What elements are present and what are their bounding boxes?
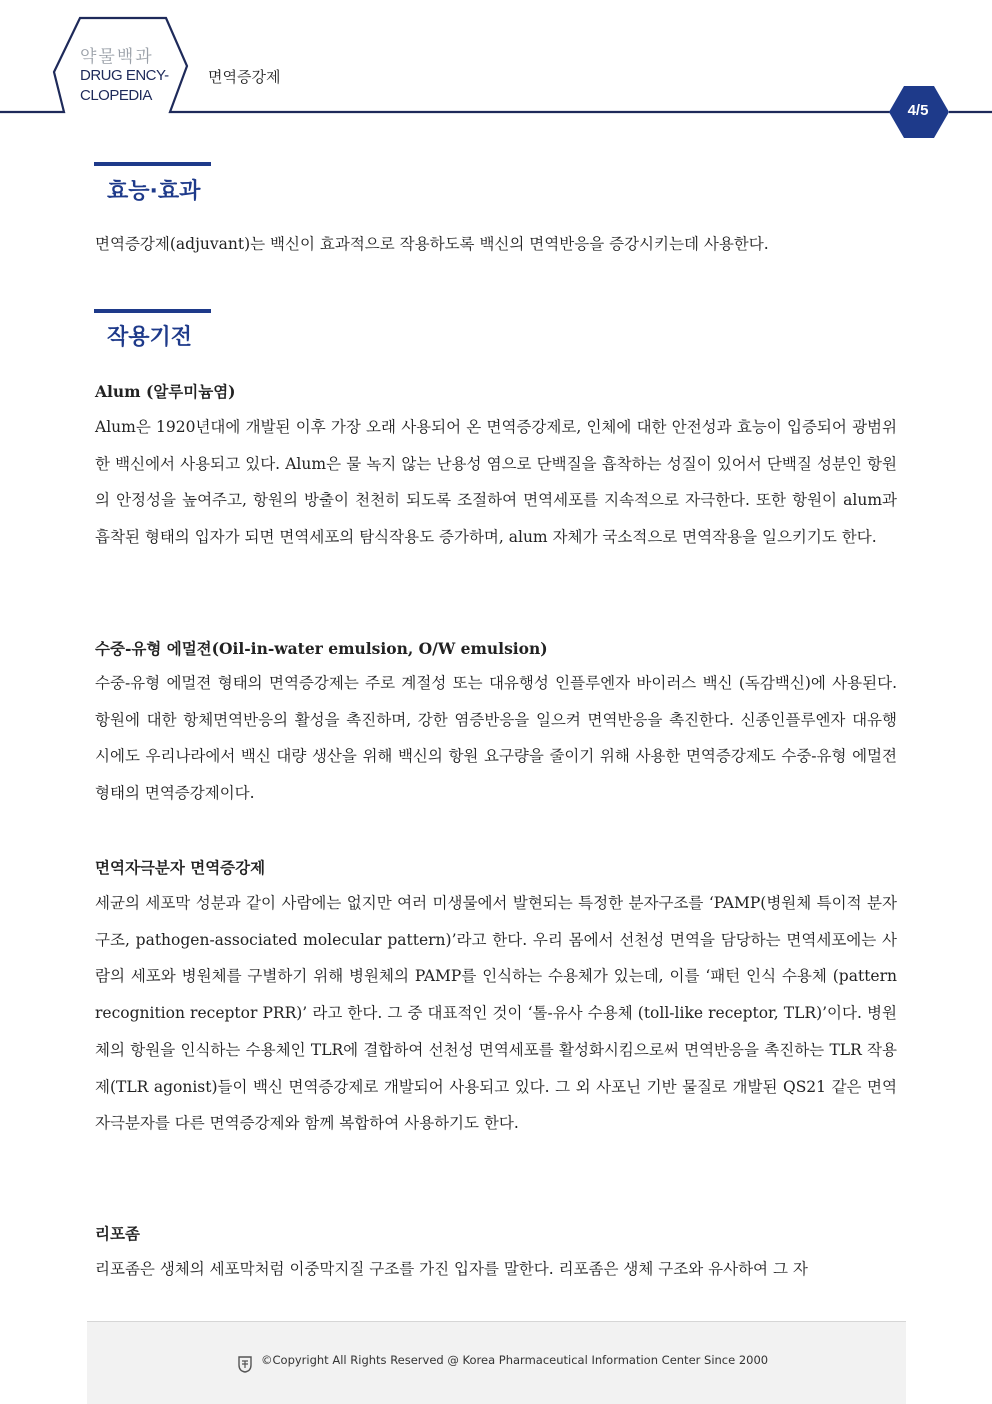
immunostimulant-paragraph: 세균의 세포막 성분과 같이 사람에는 없지만 여러 미생물에서 발현되는 특정한 분자구조를 ‘PAMP(병원체 특이적 분자구조, pathogen-associated molecular pattern)’라고 한다. 우리 몸에서 선천성 면역을 담당하는 면역세포에는 사람의 세포와 병원체를 구별하기 위해 병원체의 PAMP를 인식하는 수용체가 있는데, 이를 ‘패턴 인식 수용체 (pattern recognition receptor PRR)’ 라고 한다. 그 중 대표적인 것이 ‘톨-유사 수용체 (toll-like receptor, TLR)’이다. 병원체의 항원을 인식하는 수용체인 TLR에 결합하여 선천성 면역세포를 활성화시킴으로써 면역반응을 촉진하는 TLR 작용제(TLR agonist)들이 백신 면역증강제로 개발되어 사용되고 있다. 그 외 사포닌 기반 물질로 개발된 QS21 같은 면역자극분자를 다른 면역증강제와 함께 복합하여 사용하기도 한다. — [95, 894, 897, 1133]
subheading-immunostimulant: 면역자극분자 면역증강제 — [95, 858, 266, 877]
page-footer — [87, 1321, 906, 1404]
subheading-liposome: 리포좀 — [95, 1224, 140, 1243]
footer-copyright: ©Copyright All Rights Reserved @ Korea Pharmaceutical Information Center Since 2000 — [261, 1353, 769, 1367]
page-header — [0, 0, 992, 140]
logo-english-line1: DRUG ENCY- — [80, 67, 169, 84]
efficacy-paragraph: 면역증강제(adjuvant)는 백신이 효과적으로 작용하도록 백신의 면역반응을 증강시키는데 사용한다. — [95, 235, 769, 253]
section-bar-efficacy — [94, 162, 211, 166]
alum-paragraph: Alum은 1920년대에 개발된 이후 가장 오래 사용되어 온 면역증강제로, 인체에 대한 안전성과 효능이 입증되어 광범위한 백신에서 사용되고 있다. Alum은 물 녹지 않는 난용성 염으로 단백질을 흡착하는 성질이 있어서 단백질 성분인 항원의 안정성을 높여주고, 항원의 방출이 천천히 되도록 조절하여 면역세포를 지속적으로 자극한다. 또한 항원이 alum과 흡착된 형태의 입자가 되면 면역세포의 탐식작용도 증가하며, alum 자체가 국소적으로 면역작용을 일으키기도 한다. — [95, 418, 897, 547]
section-bar-mechanism — [94, 309, 211, 313]
logo-english — [80, 66, 176, 106]
logo-english-line2: CLOPEDIA — [80, 87, 152, 104]
subheading-emulsion: 수중-유형 에멀젼(Oil-in-water emulsion, O/W emulsion) — [95, 639, 548, 658]
section-title-efficacy: 효능·효과 — [107, 179, 201, 204]
subheading-alum: Alum (알루미늄염) — [95, 382, 236, 401]
kpic-emblem-icon — [237, 1355, 253, 1373]
document-title: 면역증강제 — [208, 68, 281, 86]
page-number: 4/5 — [907, 102, 929, 119]
emulsion-paragraph: 수중-유형 에멀젼 형태의 면역증강제는 주로 계절성 또는 대유행성 인플루엔자 바이러스 백신 (독감백신)에 사용된다. 항원에 대한 항체면역반응의 활성을 촉진하며, 강한 염증반응을 일으켜 면역반응을 촉진한다. 신종인플루엔자 대유행 시에도 우리나라에서 백신 대량 생산을 위해 백신의 항원 요구량을 줄이기 위해 사용한 면역증강제도 수중-유형 에멀젼 형태의 면역증강제이다. — [95, 674, 897, 803]
liposome-paragraph: 리포좀은 생체의 세포막처럼 이중막지질 구조를 가진 입자를 말한다. 리포좀은 생체 구조와 유사하여 그 자 — [95, 1260, 808, 1278]
logo-korean: 약물백과 — [80, 47, 154, 67]
section-title-mechanism: 작용기전 — [107, 325, 193, 350]
